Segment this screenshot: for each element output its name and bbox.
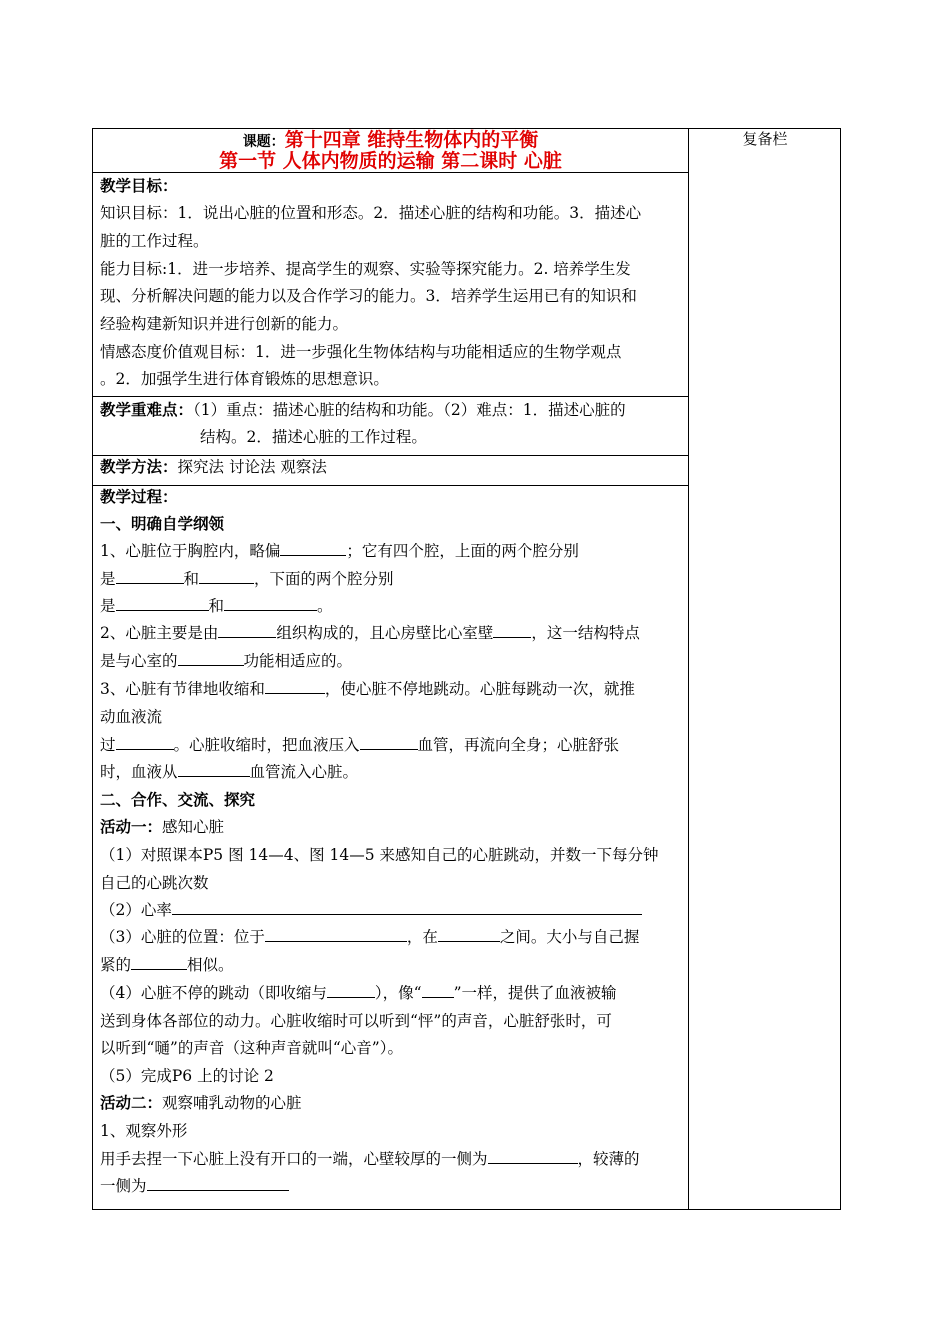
blank-field[interactable] — [131, 952, 187, 970]
goal-line: 能力目标:1．进一步培养、提高学生的观察、实验等探究能力。2. 培养学生发 — [100, 260, 631, 278]
blank-field[interactable] — [218, 620, 276, 638]
activity-1-item: 送到身体各部位的动力。心脏收缩时可以听到“怦”的声音，心脏舒张时，可 — [100, 1012, 612, 1030]
activity-1-heading: 活动一：感知心脏 — [100, 817, 225, 836]
teaching-goals — [100, 172, 684, 396]
section-heading: 二、合作、交流、探究 — [100, 790, 256, 809]
keypoints-heading: 教学重难点： — [100, 400, 194, 419]
activity-1-item: 自己的心跳次数 — [100, 874, 209, 892]
activity-1-item: （1）对照课本P5 图 14—4、图 14—5 来感知自己的心脏跳动，并数一下每分钟 — [100, 846, 659, 864]
blank-field[interactable] — [360, 732, 418, 750]
question-3-cont: 过 。心脏收缩时，把血液压入 血管，再流向全身；心脏舒张 — [100, 731, 619, 759]
activity-1-item: 以听到“嗵”的声音（这种声音就叫“心音”）。 — [100, 1039, 403, 1057]
blank-field[interactable] — [147, 1173, 289, 1191]
blank-field[interactable] — [199, 566, 254, 584]
blank-field[interactable] — [116, 732, 174, 750]
key-points — [100, 396, 684, 455]
activity-2-item: 一侧为 — [100, 1172, 289, 1200]
goal-line: 。2．加强学生进行体育锻炼的思想意识。 — [100, 370, 389, 388]
column-divider — [688, 128, 689, 1210]
goal-line: 知识目标：1．说出心脏的位置和形态。2．描述心脏的结构和功能。3．描述心 — [100, 204, 642, 222]
activity-1-item: 紧的 相似。 — [100, 951, 234, 979]
teaching-methods — [100, 455, 684, 485]
methods-heading: 教学方法： — [100, 457, 178, 476]
blank-field[interactable] — [327, 980, 375, 998]
goal-line: 情感态度价值观目标：1．进一步强化生物体结构与功能相适应的生物学观点 — [100, 343, 622, 361]
question-3-cont: 时，血液从 血管流入心脏。 — [100, 758, 358, 786]
activity-1-item: （5）完成P6 上的讨论 2 — [100, 1067, 274, 1085]
section-heading: 一、明确自学纲领 — [100, 514, 225, 533]
process-heading: 教学过程： — [100, 487, 178, 506]
keypoints-line: （1）重点：描述心脏的结构和功能。（2）难点：1．描述心脏的 — [193, 401, 626, 419]
blank-field[interactable] — [224, 593, 317, 611]
question-3: 3、心脏有节律地收缩和 ，使心脏不停地跳动。心脏每跳动一次，就推 — [100, 675, 635, 703]
keypoints-line: 结构。2．描述心脏的工作过程。 — [200, 428, 427, 446]
activity-2-heading: 活动二：观察哺乳动物的心脏 — [100, 1093, 302, 1112]
lesson-title — [92, 128, 689, 172]
question-1-cont: 是 和 。 — [100, 592, 333, 620]
activity-2-item: 用手去捏一下心脏上没有开口的一端，心壁较厚的一侧为 ，较薄的 — [100, 1145, 640, 1173]
activity-1-item: （3）心脏的位置：位于 ，在 之间。大小与自己握 — [100, 923, 639, 951]
methods-text: 探究法 讨论法 观察法 — [177, 458, 327, 476]
blank-field[interactable] — [178, 648, 244, 666]
teaching-process — [100, 485, 684, 1210]
blank-field[interactable] — [493, 620, 531, 638]
title-label: 课题： — [242, 134, 285, 150]
activity-2-item: 1、观察外形 — [100, 1122, 188, 1140]
question-2: 2、心脏主要是由 组织构成的，且心房壁比心室壁 ，这一结构特点 — [100, 619, 640, 647]
blank-field[interactable] — [116, 566, 184, 584]
blank-field[interactable] — [265, 924, 407, 942]
blank-field[interactable] — [280, 538, 346, 556]
question-3-cont: 动血液流 — [100, 708, 163, 726]
blank-field[interactable] — [116, 593, 209, 611]
blank-field[interactable] — [172, 897, 642, 915]
question-1-cont: 是 和 ，下面的两个腔分别 — [100, 565, 394, 593]
question-1: 1、心脏位于胸腔内，略偏 ；它有四个腔，上面的两个腔分别 — [100, 537, 579, 565]
goal-line: 脏的工作过程。 — [100, 232, 209, 250]
goal-line: 经验构建新知识并进行创新的能力。 — [100, 315, 349, 333]
question-2-cont: 是与心室的 功能相适应的。 — [100, 647, 352, 675]
blank-field[interactable] — [422, 980, 454, 998]
activity-1-item: （4）心脏不停的跳动（即收缩与 ），像“ ”一样，提供了血液被输 — [100, 979, 617, 1007]
chapter-title: 第十四章 维持生物体内的平衡 — [284, 129, 539, 151]
blank-field[interactable] — [438, 924, 500, 942]
goal-line: 现、分析解决问题的能力以及合作学习的能力。3．培养学生运用已有的知识和 — [100, 287, 637, 305]
blank-field[interactable] — [265, 676, 325, 694]
review-column-header: 复备栏 — [742, 130, 788, 148]
goals-heading: 教学目标： — [100, 176, 178, 195]
blank-field[interactable] — [178, 759, 250, 777]
blank-field[interactable] — [488, 1146, 578, 1164]
activity-1-item: （2）心率 — [100, 896, 642, 924]
section-title: 第一节 人体内物质的运输 第二课时 心脏 — [219, 150, 562, 172]
